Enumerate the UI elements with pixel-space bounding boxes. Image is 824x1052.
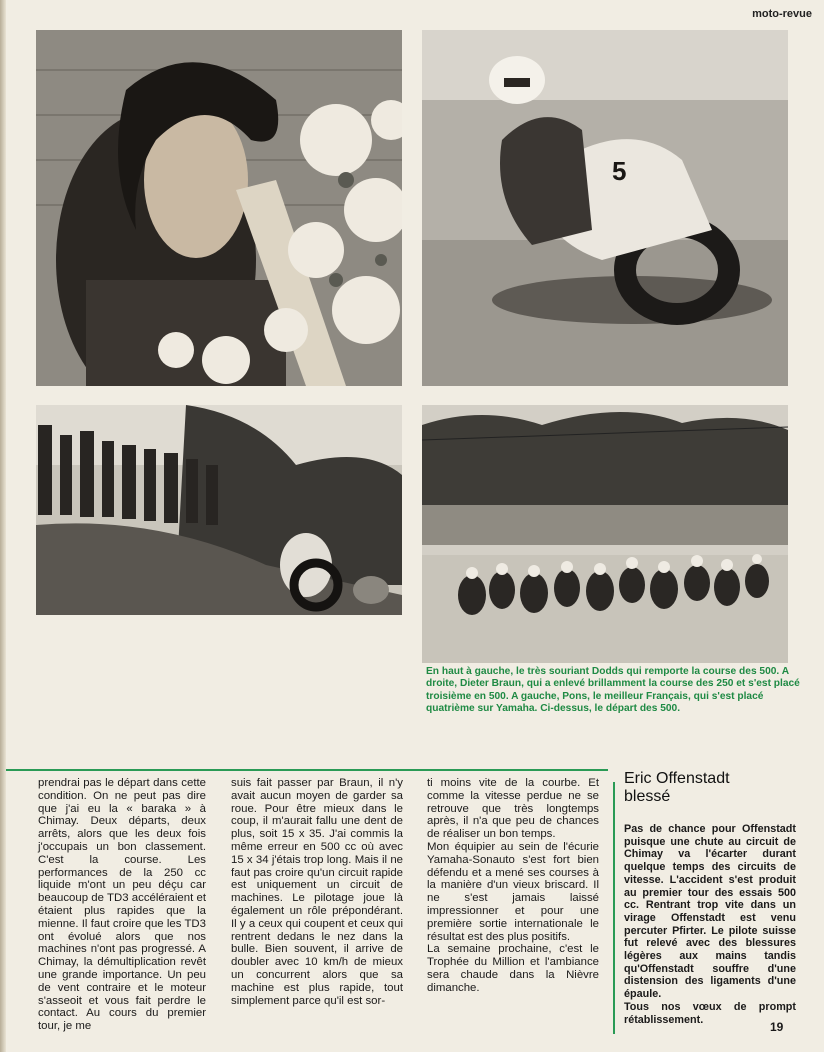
photo-pons-racing — [36, 405, 402, 615]
article-column-1: prendrai pas le départ dans cette condition. On ne peut pas dire que j'ai eu la « baraka » à Chimay. Deux départs, deux arrêts, alors que les deux fois j'occupais un bon classement. C'est la course. Les performances de la 250 cc liquide m'ont un peu déçu car beaucoup de TD3 accéléraient et étaient plus rapides que la mienne. Il faut croire que les TD3 ont évolué alors que nos machines n'ont pas progressé. A Chimay, la démultiplication revêt une grande importance. Un peu de vent contraire et le moteur s'asseoit et vous fait perdre le contact. Au cours du premier tour, je me — [38, 777, 206, 1033]
sidebar-paragraph: Pas de chance pour Offenstadt puisque une chute au circuit de Chimay va l'écarter durant quelque temps des circuits de vitesse. L'accident s'est produit au premier tour des essais 500 cc. Rentrant trop vite dans un virage Offenstadt est venu percuter Pfirter. Le pilote suisse fut relevé avec des blessures légères aux mains tandis qu'Offenstadt souffre d'une distension des ligaments d'une épaule. — [624, 823, 796, 1001]
article-paragraph: La semaine prochaine, c'est le Trophée du Million et l'ambiance sera chaude dans la Nièvre dimanche. — [427, 943, 599, 994]
photo-caption: En haut à gauche, le très souriant Dodds qui remporte la course des 500. A droite, Dieter Braun, qui a enlevé brillamment la course des 250 et s'est placé troisième en 500. A gauche, Pons, le meilleur Français, qui s'est placé quatrième sur Yamaha. Ci-dessus, le départ des 500. — [426, 666, 800, 715]
page-binding-edge — [0, 0, 6, 1052]
article-column-3 — [427, 777, 599, 995]
article-column-2: suis fait passer par Braun, il n'y avait aucun moyen de garder sa roue. Pour être mieux dans le coup, il m'aurait fallu une dent de plus, soit 15 x 35. J'ai commis la même erreur en 500 cc où avec 15 x 34 j'étais trop long. Mais il ne faut pas croire qu'un circuit rapide est uniquement un circuit de machines. Le pilotage joue là également un rôle prépondérant. Il y a ceux qui coupent et ceux qui rentrent dedans le nez dans la bulle. Bien souvent, il arrive de doubler avec 10 km/h de mieux un concurrent alors que sa machine est plus rapide, tout simplement parce qu'il est sor- — [231, 777, 403, 1007]
magazine-name: moto-revue — [752, 8, 812, 20]
sidebar-paragraph: Tous nos vœux de prompt rétablissement. — [624, 1000, 796, 1026]
photo-dodds-portrait — [36, 30, 402, 386]
sidebar-title-line: blessé — [624, 788, 671, 805]
sidebar-body — [624, 823, 796, 1026]
sidebar-title — [624, 770, 800, 806]
sidebar-rule — [613, 782, 615, 1034]
photo-braun-motorcycle — [422, 30, 788, 386]
photo-race-start — [422, 405, 788, 663]
section-divider — [6, 769, 608, 771]
sidebar-title-line: Eric Offenstadt — [624, 770, 730, 787]
page-number: 19 — [770, 1020, 784, 1034]
race-number-five: 5 — [612, 156, 627, 186]
article-paragraph: ti moins vite de la courbe. Et comme la vitesse perdue ne se retrouve que très longtemps après, il n'a que peu de chances de réaliser un bon temps. — [427, 777, 599, 841]
article-paragraph: Mon équipier au sein de l'écurie Yamaha-Sonauto s'est fort bien défendu et a mené ses courses à la manière d'un vieux briscard. Il ne s'est jamais laissé impressionner et pour une première sortie internationale le résultat est des plus positifs. — [427, 840, 599, 943]
